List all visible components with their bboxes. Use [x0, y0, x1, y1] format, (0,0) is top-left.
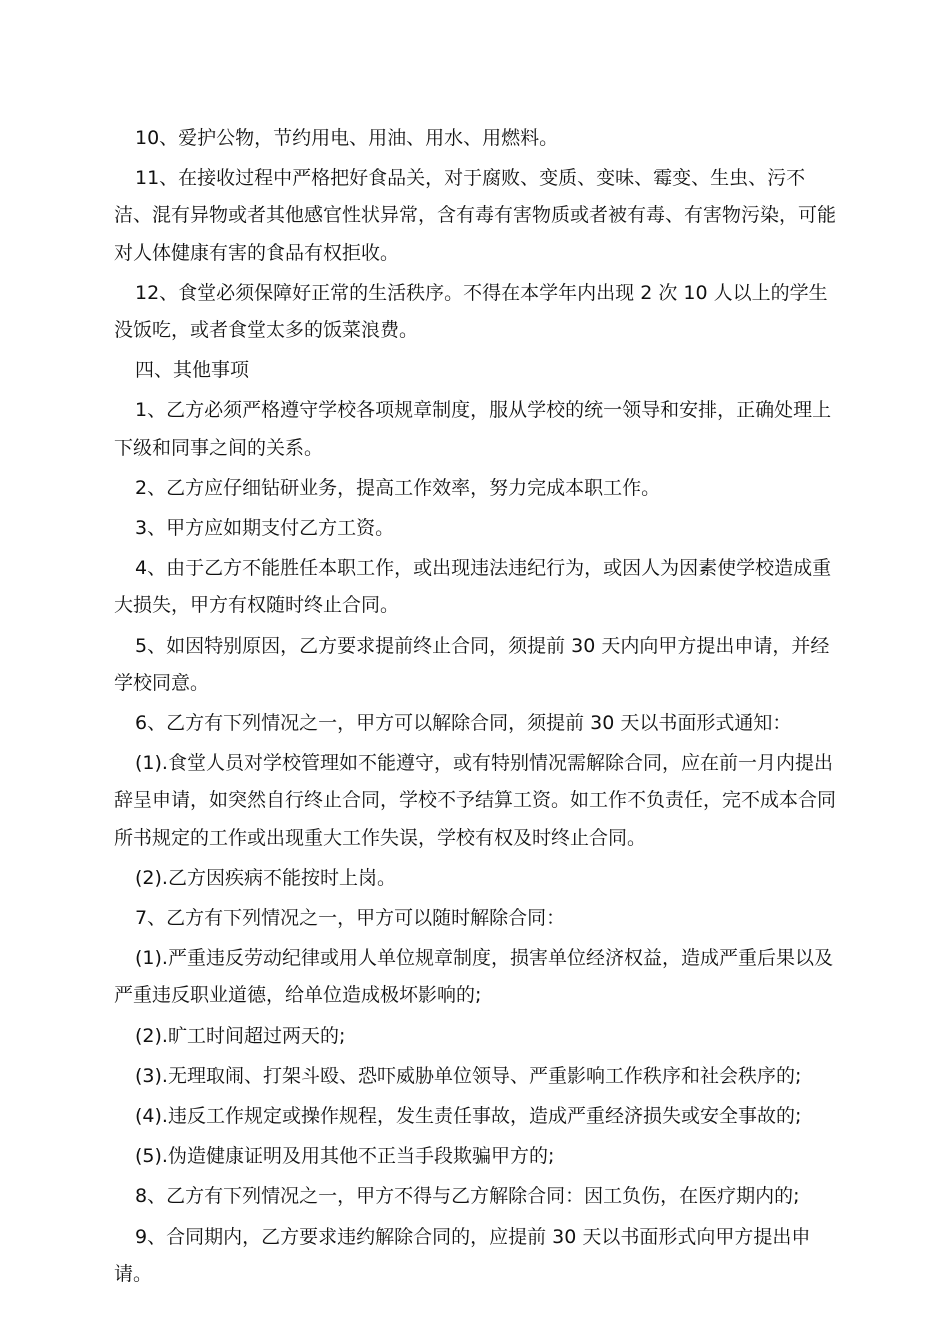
- paragraph-item-5: 5、如因特别原因，乙方要求提前终止合同，须提前 30 天内向甲方提出申请，并经学校同意。: [114, 634, 830, 694]
- paragraph-item-10: 10、爱护公物，节约用电、用油、用水、用燃料。: [135, 127, 559, 149]
- paragraph-item-7-sub-4: (4).违反工作规定或操作规程，发生责任事故，造成严重经济损失或安全事故的;: [135, 1105, 802, 1128]
- document-body: [114, 120, 838, 1296]
- paragraph-item-8: 8、乙方有下列情况之一，甲方不得与乙方解除合同：因工负伤，在医疗期内的;: [135, 1185, 800, 1208]
- paragraph-item-7: 7、乙方有下列情况之一，甲方可以随时解除合同：: [135, 907, 566, 930]
- section-heading-other-matters: 四、其他事项: [135, 359, 250, 382]
- paragraph-item-9: 9、合同期内，乙方要求违约解除合同的，应提前 30 天以书面形式向甲方提出申请。: [114, 1225, 811, 1285]
- paragraph-item-6-sub-1: (1).食堂人员对学校管理如不能遵守，或有特别情况需解除合同，应在前一月内提出辞呈申请，如突然自行终止合同，学校不予结算工资。如工作不负责任，完不成本合同所书规定的工作或出现重大工作失误，学校有权及时终止合同。: [114, 752, 837, 849]
- paragraph-item-2: 2、乙方应仔细钻研业务，提高工作效率，努力完成本职工作。: [135, 476, 661, 499]
- paragraph-item-7-sub-3: (3).无理取闹、打架斗殴、恐吓威胁单位领导、严重影响工作秩序和社会秩序的;: [135, 1064, 802, 1087]
- paragraph-item-1: 1、乙方必须严格遵守学校各项规章制度，服从学校的统一领导和安排，正确处理上下级和同事之间的关系。: [114, 399, 832, 459]
- paragraph-item-4: 4、由于乙方不能胜任本职工作，或出现违法违纪行为，或因人为因素使学校造成重大损失，甲方有权随时终止合同。: [114, 557, 832, 617]
- paragraph-item-7-sub-2: (2).旷工时间超过两天的;: [135, 1024, 346, 1047]
- paragraph-item-7-sub-1: (1).严重违反劳动纪律或用人单位规章制度，损害单位经济权益，造成严重后果以及严重违反职业道德，给单位造成极坏影响的;: [114, 947, 833, 1007]
- paragraph-item-6-sub-2: (2).乙方因疾病不能按时上岗。: [135, 866, 396, 889]
- paragraph-item-12: 12、食堂必须保障好正常的生活秩序。不得在本学年内出现 2 次 10 人以上的学生没饭吃，或者食堂太多的饭菜浪费。: [114, 281, 828, 342]
- paragraph-item-11: 11、在接收过程中严格把好食品关，对于腐败、变质、变味、霉变、生虫、污不洁、混有异物或者其他感官性状异常，含有毒有害物质或者被有毒、有害物污染，可能对人体健康有害的食品有权拒收。: [114, 167, 837, 264]
- paragraph-item-3: 3、甲方应如期支付乙方工资。: [135, 517, 395, 540]
- paragraph-item-7-sub-5: (5).伪造健康证明及用其他不正当手段欺骗甲方的;: [135, 1145, 555, 1168]
- paragraph-item-6: 6、乙方有下列情况之一，甲方可以解除合同，须提前 30 天以书面形式通知：: [135, 712, 792, 735]
